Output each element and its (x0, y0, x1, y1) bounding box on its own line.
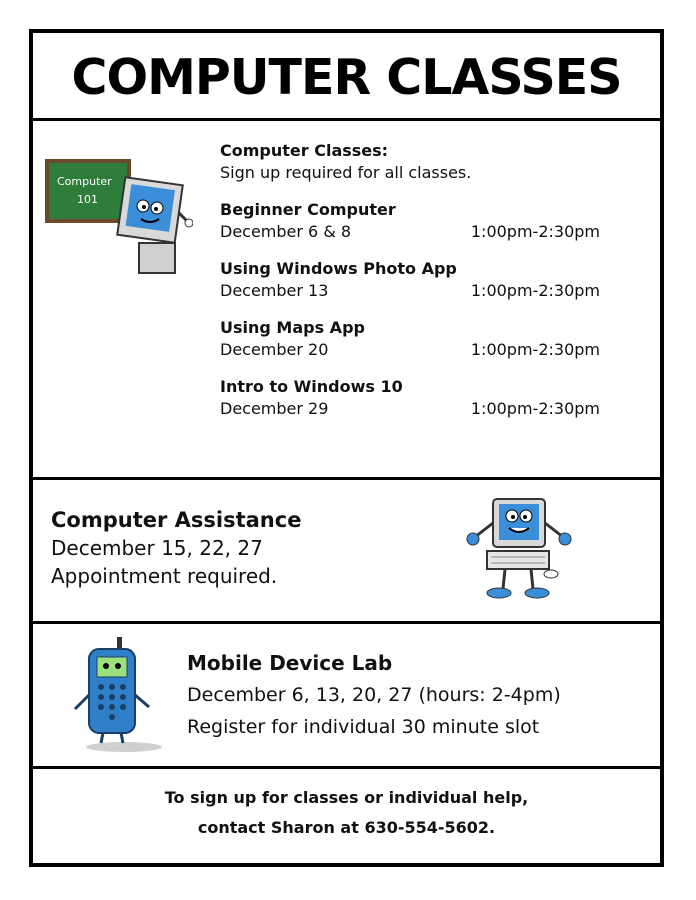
assistance-heading: Computer Assistance (51, 508, 302, 532)
classes-note: Sign up required for all classes. (220, 163, 472, 182)
footer-line-1: To sign up for classes or individual help, (164, 788, 529, 807)
class-time: 1:00pm-2:30pm (470, 340, 600, 359)
lab-heading: Mobile Device Lab (187, 651, 393, 675)
flyer-frame (29, 29, 664, 867)
divider (33, 118, 660, 121)
chalkboard-text-1: Computer (57, 175, 112, 188)
classes-list (220, 140, 620, 420)
footer-line-2: contact Sharon at 630-554-5602. (197, 818, 496, 837)
divider (33, 621, 660, 624)
class-name: Using Windows Photo App (220, 259, 457, 278)
mobile-device-lab-section (187, 647, 561, 743)
class-date: December 29 (220, 399, 329, 418)
class-item (220, 258, 620, 302)
lab-dates: December 6, 13, 20, 27 (hours: 2-4pm) (187, 684, 561, 706)
class-item (220, 376, 620, 420)
page-title: COMPUTER CLASSES (71, 48, 622, 106)
assistance-note: Appointment required. (51, 564, 278, 588)
class-time: 1:00pm-2:30pm (470, 281, 600, 300)
divider (33, 477, 660, 480)
computer-assistance-section (51, 506, 301, 590)
chalkboard-computer-illustration (43, 151, 193, 281)
class-time: 1:00pm-2:30pm (470, 222, 600, 241)
computer-mascot-illustration (465, 489, 575, 604)
divider (33, 766, 660, 769)
classes-heading: Computer Classes: (220, 141, 389, 160)
class-date: December 13 (220, 281, 329, 300)
class-name: Beginner Computer (220, 200, 396, 219)
class-item (220, 199, 620, 243)
class-time: 1:00pm-2:30pm (470, 399, 600, 418)
chalkboard (49, 163, 127, 219)
mobile-phone-illustration (69, 635, 169, 755)
chalkboard-text-2: 101 (77, 193, 98, 206)
class-item (220, 317, 620, 361)
class-name: Using Maps App (220, 318, 365, 337)
assistance-dates: December 15, 22, 27 (51, 536, 263, 560)
contact-footer (33, 783, 660, 843)
class-name: Intro to Windows 10 (220, 377, 403, 396)
class-date: December 6 & 8 (220, 222, 352, 241)
class-date: December 20 (220, 340, 329, 359)
lab-note: Register for individual 30 minute slot (187, 716, 540, 738)
